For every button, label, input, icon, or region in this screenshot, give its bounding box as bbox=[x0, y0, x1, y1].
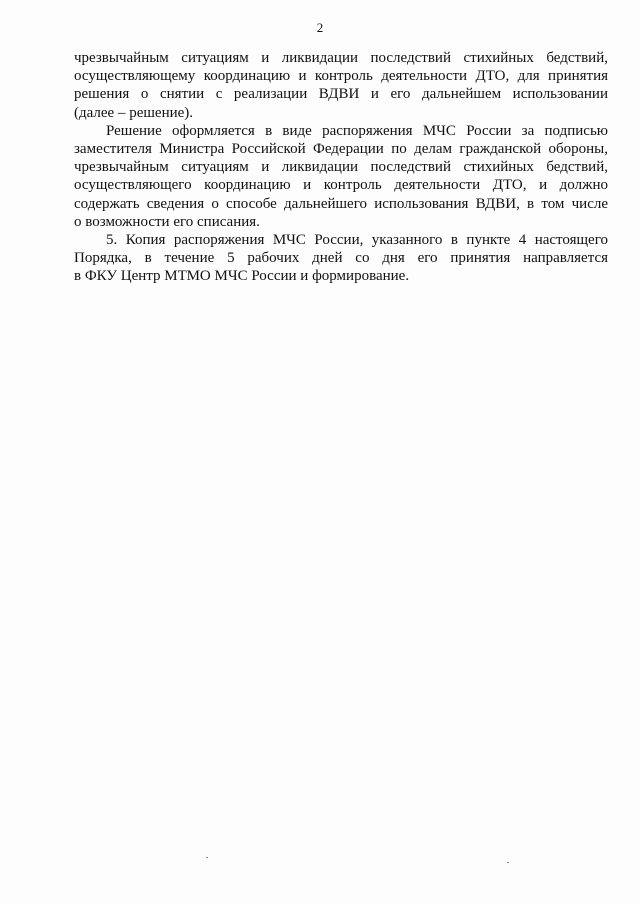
text-line: осуществляющему координацию и контроль деятельности ДТО, для принятия bbox=[74, 68, 608, 85]
text-line: решения о снятии с реализации ВДВИ и его дальнейшем использовании bbox=[74, 86, 608, 103]
text-line: содержать сведения о способе дальнейшего использования ВДВИ, в том числе bbox=[74, 195, 608, 212]
text-line: о возможности его списания. bbox=[74, 213, 260, 230]
text-line: чрезвычайным ситуациям и ликвидации последствий стихийных бедствий, bbox=[74, 159, 608, 176]
page-number: 2 bbox=[316, 20, 324, 35]
paragraph-decision bbox=[74, 122, 608, 231]
paragraph-item-5 bbox=[74, 231, 608, 286]
text-line: чрезвычайным ситуациям и ликвидации последствий стихийных бедствий, bbox=[74, 50, 608, 66]
text-line: в ФКУ Центр МТМО МЧС России и формирование. bbox=[74, 268, 410, 285]
text-line: 5. Копия распоряжения МЧС России, указанного в пункте 4 настоящего bbox=[106, 232, 608, 249]
scan-speck bbox=[206, 857, 208, 858]
text-line: осуществляющего координацию и контроль деятельности ДТО, и должно bbox=[74, 177, 608, 194]
paragraph-continuation bbox=[74, 49, 608, 122]
scan-speck bbox=[507, 862, 509, 863]
text-line: Порядка, в течение 5 рабочих дней со дня его принятия направляется bbox=[74, 250, 608, 267]
document-body bbox=[74, 49, 608, 286]
text-line: Решение оформляется в виде распоряжения МЧС России за подписью bbox=[106, 122, 608, 139]
text-line: (далее – решение). bbox=[74, 104, 194, 121]
text-line: заместителя Министра Российской Федерации по делам гражданской обороны, bbox=[74, 141, 608, 158]
